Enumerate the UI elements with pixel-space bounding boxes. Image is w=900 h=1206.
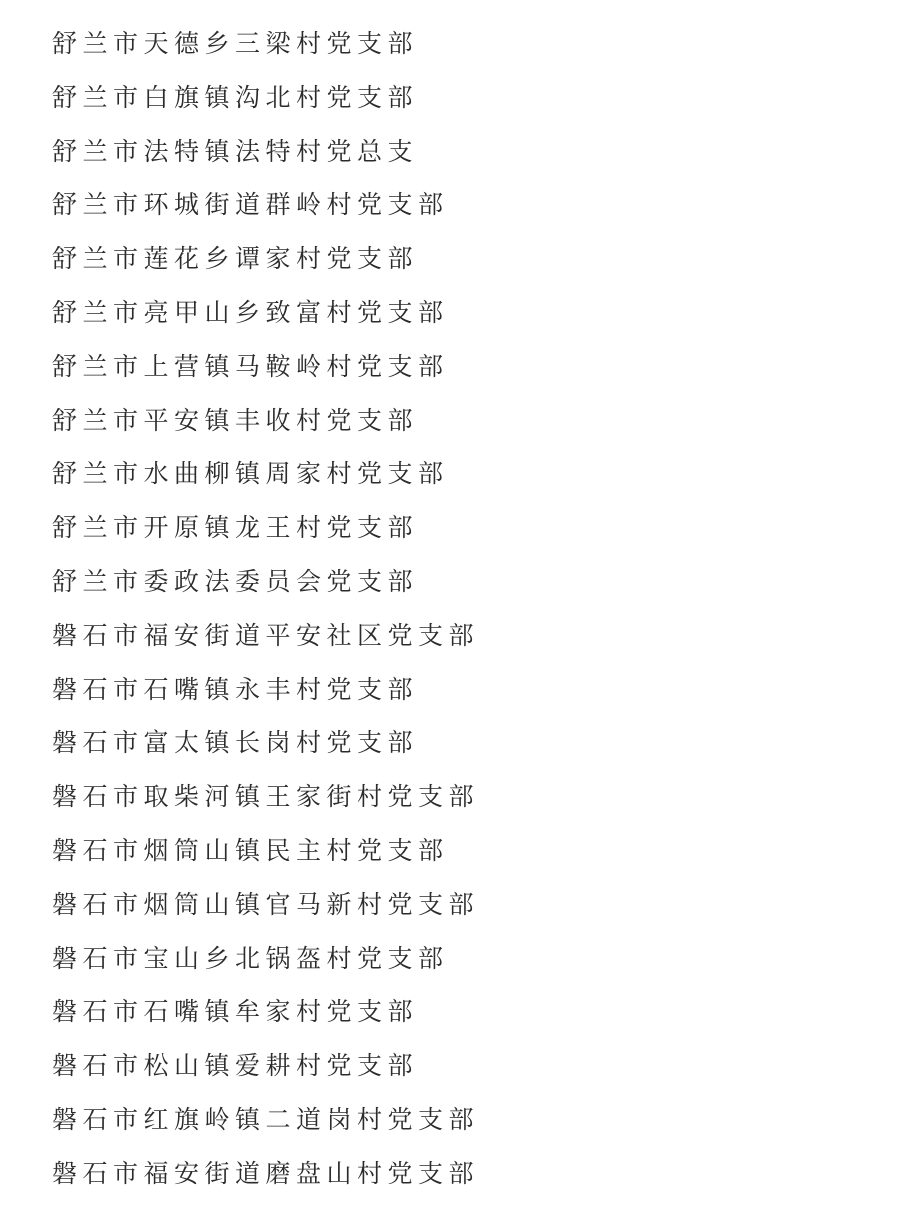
list-item: 磐石市宝山乡北锅盔村党支部 xyxy=(52,943,449,973)
list-item: 舒兰市上营镇马鞍岭村党支部 xyxy=(52,351,449,381)
list-item: 舒兰市白旗镇沟北村党支部 xyxy=(52,82,419,112)
list-item: 舒兰市委政法委员会党支部 xyxy=(52,566,419,596)
list-item: 磐石市福安街道平安社区党支部 xyxy=(52,620,480,650)
list-item: 舒兰市环城街道群岭村党支部 xyxy=(52,190,449,220)
list-item: 磐石市石嘴镇牟家村党支部 xyxy=(52,997,419,1027)
list-item: 舒兰市平安镇丰收村党支部 xyxy=(52,405,419,435)
list-item: 磐石市福安街道磨盘山村党支部 xyxy=(52,1158,480,1188)
list-item: 磐石市烟筒山镇官马新村党支部 xyxy=(52,889,480,919)
list-item: 舒兰市亮甲山乡致富村党支部 xyxy=(52,297,449,327)
list-item: 磐石市石嘴镇永丰村党支部 xyxy=(52,674,419,704)
list-item: 舒兰市莲花乡谭家村党支部 xyxy=(52,244,419,274)
list-item: 舒兰市开原镇龙王村党支部 xyxy=(52,513,419,543)
list-item: 舒兰市法特镇法特村党总支 xyxy=(52,136,419,166)
list-item: 舒兰市水曲柳镇周家村党支部 xyxy=(52,459,449,489)
list-item: 磐石市红旗岭镇二道岗村党支部 xyxy=(52,1104,480,1134)
organization-list xyxy=(52,22,479,1206)
list-item: 磐石市富太镇长岗村党支部 xyxy=(52,728,419,758)
list-item: 磐石市取柴河镇王家街村党支部 xyxy=(52,782,480,812)
list-item: 舒兰市天德乡三梁村党支部 xyxy=(52,29,419,58)
list-item: 磐石市松山镇爱耕村党支部 xyxy=(52,1051,419,1081)
list-item: 磐石市烟筒山镇民主村党支部 xyxy=(52,835,449,865)
